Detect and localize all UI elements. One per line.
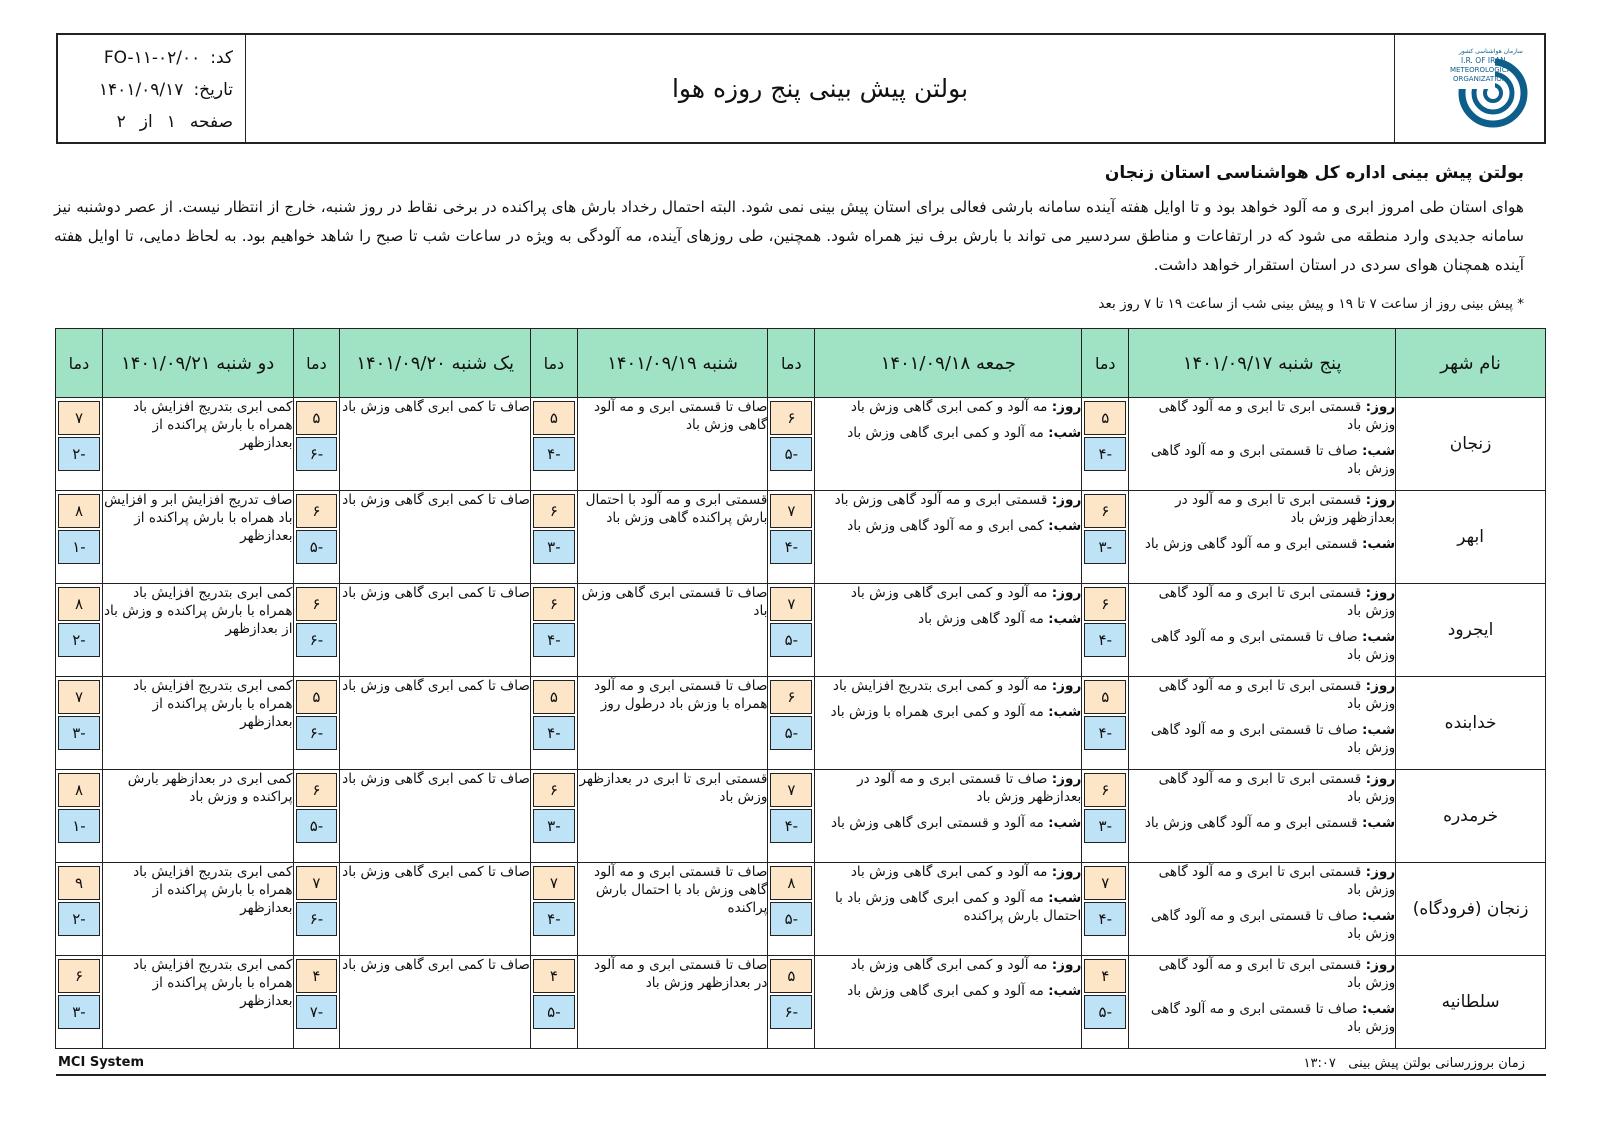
- night-text: صاف تا قسمتی ابری و مه آلود گاهی وزش باد: [1150, 908, 1396, 942]
- night-forecast: [1129, 721, 1395, 757]
- date-label: تاریخ:: [193, 80, 233, 100]
- svg-text:I.R. OF IRAN: I.R. OF IRAN: [1461, 56, 1506, 65]
- day-forecast: [815, 398, 1081, 416]
- min-temp: -۵: [296, 530, 338, 564]
- temp-cell-day1: [1082, 770, 1129, 863]
- max-temp: ۶: [1084, 494, 1126, 528]
- day-forecast: [1129, 491, 1395, 527]
- day-text: قسمتی ابری تا ابری و مه آلود گاهی وزش باد: [1158, 399, 1396, 433]
- day-label: روز:: [1051, 585, 1082, 601]
- night-label: شب:: [1361, 536, 1396, 552]
- temp-column-header: دما: [56, 329, 103, 398]
- forecast-cell-day3: صاف تا قسمتی ابری و مه آلود همراه با وزش باد درطول روز: [577, 677, 768, 770]
- city-name: خدابنده: [1396, 677, 1546, 770]
- temp-cell-day1: [1082, 956, 1129, 1049]
- max-temp: ۵: [1084, 401, 1126, 435]
- forecast-cell-day5: کمی ابری در بعدازظهر بارش پراکنده و وزش باد: [102, 770, 293, 863]
- night-forecast: [815, 703, 1081, 721]
- max-temp: ۷: [58, 680, 100, 714]
- min-temp: -۵: [770, 716, 812, 750]
- max-temp: ۵: [533, 401, 575, 435]
- night-label: شب:: [1048, 815, 1082, 831]
- night-text: مه آلود و قسمتی ابری گاهی وزش باد: [830, 815, 1044, 831]
- forecast-cell-day5: کمی ابری بتدریج افزایش باد همراه با بارش پراکنده از بعدازظهر: [102, 398, 293, 491]
- night-text: کمی ابری و مه آلود گاهی وزش باد: [847, 518, 1044, 534]
- night-forecast: [1129, 1000, 1395, 1036]
- temp-cell-day3: [530, 956, 577, 1049]
- max-temp: ۷: [1084, 866, 1126, 900]
- max-temp: ۴: [533, 959, 575, 993]
- footer-divider: [56, 1074, 1546, 1076]
- max-temp: ۵: [296, 401, 338, 435]
- min-temp: -۴: [1084, 716, 1126, 750]
- temp-cell-day4: [293, 677, 340, 770]
- temp-cell-day5: [56, 863, 103, 956]
- temp-cell-day2: [768, 863, 815, 956]
- night-forecast: [815, 517, 1081, 535]
- night-label: شب:: [1048, 425, 1082, 441]
- night-forecast: [815, 889, 1081, 925]
- max-temp: ۶: [296, 587, 338, 621]
- temp-cell-day3: [530, 770, 577, 863]
- day-column-header: دو شنبه ۱۴۰۱/۰۹/۲۱: [102, 329, 293, 398]
- day-label: روز:: [1365, 492, 1396, 508]
- table-row: [56, 491, 1546, 584]
- temp-column-header: دما: [293, 329, 340, 398]
- night-text: مه آلود و کمی ابری گاهی وزش باد: [847, 425, 1044, 441]
- temp-cell-day1: [1082, 863, 1129, 956]
- update-time: [1304, 1056, 1525, 1071]
- day-text: مه آلود و کمی ابری بتدریج افزایش باد: [832, 678, 1048, 694]
- day-forecast: [815, 770, 1081, 806]
- day-forecast: [815, 677, 1081, 695]
- max-temp: ۴: [1084, 959, 1126, 993]
- min-temp: -۵: [533, 995, 575, 1029]
- forecast-cell-day1: [1129, 770, 1396, 863]
- min-temp: -۳: [533, 809, 575, 843]
- code-value: FO-۱۱-۰۲/۰۰: [103, 48, 201, 68]
- night-label: شب:: [1048, 890, 1082, 906]
- day-text: قسمتی ابری تا ابری و مه آلود گاهی وزش باد: [1158, 771, 1396, 805]
- forecast-table: [55, 328, 1546, 1049]
- city-column-header: نام شهر: [1396, 329, 1546, 398]
- day-label: روز:: [1051, 957, 1082, 973]
- day-text: قسمتی ابری تا ابری و مه آلود گاهی وزش باد: [1158, 678, 1396, 712]
- day-forecast: [1129, 770, 1395, 806]
- max-temp: ۵: [1084, 680, 1126, 714]
- forecast-cell-day3: قسمتی ابری و مه آلود با احتمال بارش پراکنده گاهی وزش باد: [577, 491, 768, 584]
- night-text: مه آلود و کمی ابری گاهی وزش باد با احتمال بارش پراکنده: [834, 890, 1082, 924]
- day-forecast: [1129, 863, 1395, 899]
- temp-cell-day4: [293, 398, 340, 491]
- max-temp: ۶: [296, 773, 338, 807]
- night-forecast: [1129, 814, 1395, 832]
- min-temp: -۳: [1084, 809, 1126, 843]
- day-column-header: یک شنبه ۱۴۰۱/۰۹/۲۰: [340, 329, 531, 398]
- temp-cell-day2: [768, 398, 815, 491]
- forecast-cell-day2: [815, 398, 1082, 491]
- forecast-cell-day3: قسمتی ابری تا ابری در بعدازظهر وزش باد: [577, 770, 768, 863]
- forecast-cell-day4: صاف تا کمی ابری گاهی وزش باد: [340, 956, 531, 1049]
- forecast-cell-day2: [815, 956, 1082, 1049]
- table-header-row: [56, 329, 1546, 398]
- forecast-cell-day1: [1129, 677, 1396, 770]
- temp-cell-day1: [1082, 677, 1129, 770]
- night-text: صاف تا قسمتی ابری و مه آلود گاهی وزش باد: [1150, 1001, 1396, 1035]
- night-text: مه آلود و کمی ابری همراه با وزش باد: [830, 704, 1044, 720]
- temp-cell-day1: [1082, 584, 1129, 677]
- day-forecast: [815, 956, 1081, 974]
- day-label: روز:: [1051, 492, 1082, 508]
- min-temp: -۶: [296, 437, 338, 471]
- day-text: صاف تا قسمتی ابری و مه آلود در بعدازظهر وزش باد: [857, 771, 1082, 805]
- max-temp: ۵: [533, 680, 575, 714]
- temp-cell-day4: [293, 584, 340, 677]
- day-label: روز:: [1051, 771, 1082, 787]
- night-label: شب:: [1048, 611, 1082, 627]
- forecast-time-note: * پیش بینی روز از ساعت ۷ تا ۱۹ و پیش بینی شب از ساعت ۱۹ تا ۷ روز بعد: [1098, 296, 1524, 312]
- forecast-cell-day2: [815, 491, 1082, 584]
- day-label: روز:: [1365, 678, 1396, 694]
- day-forecast: [815, 584, 1081, 602]
- max-temp: ۶: [1084, 773, 1126, 807]
- temp-cell-day1: [1082, 398, 1129, 491]
- table-row: [56, 398, 1546, 491]
- day-forecast: [815, 863, 1081, 881]
- min-temp: -۴: [533, 716, 575, 750]
- city-name: ایجرود: [1396, 584, 1546, 677]
- svg-text:METEOROLOGICAL: METEOROLOGICAL: [1450, 66, 1516, 74]
- day-forecast: [1129, 398, 1395, 434]
- temp-cell-day5: [56, 677, 103, 770]
- forecast-cell-day3: صاف تا قسمتی ابری و مه آلود گاهی وزش باد: [577, 398, 768, 491]
- min-temp: -۶: [296, 716, 338, 750]
- forecast-cell-day1: [1129, 584, 1396, 677]
- min-temp: -۵: [770, 437, 812, 471]
- temp-cell-day3: [530, 398, 577, 491]
- temp-cell-day2: [768, 956, 815, 1049]
- min-temp: -۵: [770, 902, 812, 936]
- day-text: مه آلود و کمی ابری گاهی وزش باد: [850, 585, 1048, 601]
- min-temp: -۴: [770, 809, 812, 843]
- day-label: روز:: [1365, 957, 1396, 973]
- forecast-cell-day5: کمی ابری بتدریج افزایش باد همراه با بارش پراکنده از بعدازظهر: [102, 863, 293, 956]
- night-label: شب:: [1361, 629, 1396, 645]
- max-temp: ۷: [58, 401, 100, 435]
- temp-column-header: دما: [530, 329, 577, 398]
- max-temp: ۷: [296, 866, 338, 900]
- day-label: روز:: [1051, 399, 1082, 415]
- table-row: [56, 770, 1546, 863]
- min-temp: -۴: [1084, 437, 1126, 471]
- update-value: ۱۳:۰۷: [1303, 1056, 1336, 1071]
- temp-cell-day2: [768, 677, 815, 770]
- min-temp: -۵: [296, 809, 338, 843]
- max-temp: ۸: [58, 773, 100, 807]
- min-temp: -۶: [770, 995, 812, 1029]
- day-text: قسمتی ابری و مه آلود گاهی وزش باد: [834, 492, 1048, 508]
- day-column-header: شنبه ۱۴۰۱/۰۹/۱۹: [577, 329, 768, 398]
- temp-cell-day4: [293, 770, 340, 863]
- day-forecast: [1129, 956, 1395, 992]
- forecast-cell-day4: صاف تا کمی ابری گاهی وزش باد: [340, 398, 531, 491]
- day-forecast: [1129, 584, 1395, 620]
- night-text: مه آلود گاهی وزش باد: [918, 611, 1044, 627]
- temp-cell-day5: [56, 584, 103, 677]
- table-row: [56, 863, 1546, 956]
- max-temp: ۷: [770, 587, 812, 621]
- forecast-cell-day1: [1129, 491, 1396, 584]
- code-row: [74, 43, 233, 73]
- page-total: ۲: [116, 112, 126, 132]
- bulletin-summary: هوای استان طی امروز ابری و مه آلود خواهد بود و تا اوایل هفته آینده سامانه بارشی فعالی برای استان پیش بینی نمی شود. البته احتمال رخداد بارش های پراکنده در برخی نقاط در روز شنبه، خارج از انتظار نیست. از عصر دوشنبه نیز سامانه جدیدی وارد منطقه می شود که در ارتفاعات و مناطق سردسیر می تواند با بارش برف نیز همراه شود. همچنین، طی روزهای آینده، مه آلودگی به ویژه در ساعات شب تا صبح را شاهد خواهیم بود. به لحاظ دمایی، تا اوایل هفته آینده همچنان هوای سردی در استان استقرار خواهد داشت.: [54, 198, 1524, 274]
- table-row: [56, 956, 1546, 1049]
- min-temp: -۲: [58, 902, 100, 936]
- min-temp: -۴: [533, 437, 575, 471]
- max-temp: ۷: [533, 866, 575, 900]
- night-label: شب:: [1361, 815, 1396, 831]
- night-text: مه آلود و کمی ابری گاهی وزش باد: [847, 983, 1044, 999]
- night-forecast: [1129, 535, 1395, 553]
- night-text: قسمتی ابری و مه آلود گاهی وزش باد: [1144, 815, 1358, 831]
- day-text: مه آلود و کمی ابری گاهی وزش باد: [850, 864, 1048, 880]
- temp-cell-day5: [56, 491, 103, 584]
- temp-cell-day3: [530, 584, 577, 677]
- min-temp: -۲: [58, 623, 100, 657]
- max-temp: ۶: [770, 401, 812, 435]
- min-temp: -۳: [1084, 530, 1126, 564]
- forecast-cell-day4: صاف تا کمی ابری گاهی وزش باد: [340, 863, 531, 956]
- forecast-cell-day1: [1129, 956, 1396, 1049]
- min-temp: -۳: [58, 716, 100, 750]
- min-temp: -۵: [1084, 995, 1126, 1029]
- day-label: روز:: [1051, 864, 1082, 880]
- temp-column-header: دما: [768, 329, 815, 398]
- night-forecast: [815, 424, 1081, 442]
- forecast-cell-day4: صاف تا کمی ابری گاهی وزش باد: [340, 770, 531, 863]
- min-temp: -۵: [770, 623, 812, 657]
- city-name: سلطانیه: [1396, 956, 1546, 1049]
- day-text: قسمتی ابری تا ابری و مه آلود گاهی وزش باد: [1158, 957, 1396, 991]
- day-label: روز:: [1365, 864, 1396, 880]
- day-column-header: جمعه ۱۴۰۱/۰۹/۱۸: [815, 329, 1082, 398]
- system-name: MCI System: [58, 1055, 144, 1070]
- night-label: شب:: [1048, 983, 1082, 999]
- logo-emblem: [1395, 35, 1543, 142]
- temp-cell-day3: [530, 863, 577, 956]
- max-temp: ۶: [58, 959, 100, 993]
- night-forecast: [1129, 628, 1395, 664]
- temp-cell-day5: [56, 398, 103, 491]
- day-label: روز:: [1365, 771, 1396, 787]
- forecast-cell-day4: صاف تا کمی ابری گاهی وزش باد: [340, 677, 531, 770]
- min-temp: -۱: [58, 809, 100, 843]
- max-temp: ۴: [296, 959, 338, 993]
- night-forecast: [1129, 907, 1395, 943]
- forecast-cell-day2: [815, 770, 1082, 863]
- night-label: شب:: [1361, 443, 1396, 459]
- night-text: صاف تا قسمتی ابری و مه آلود گاهی وزش باد: [1150, 443, 1396, 477]
- forecast-cell-day2: [815, 677, 1082, 770]
- temp-cell-day5: [56, 770, 103, 863]
- document-meta: [58, 35, 246, 142]
- day-text: مه آلود و کمی ابری گاهی وزش باد: [850, 399, 1048, 415]
- max-temp: ۶: [770, 680, 812, 714]
- city-name: زنجان (فرودگاه): [1396, 863, 1546, 956]
- day-label: روز:: [1051, 678, 1082, 694]
- night-label: شب:: [1048, 518, 1082, 534]
- bulletin-subtitle: بولتن پیش بینی اداره کل هواشناسی استان زنجان: [1104, 163, 1524, 183]
- forecast-cell-day4: صاف تا کمی ابری گاهی وزش باد: [340, 584, 531, 677]
- max-temp: ۶: [533, 587, 575, 621]
- temp-cell-day4: [293, 863, 340, 956]
- city-name: ابهر: [1396, 491, 1546, 584]
- night-text: صاف تا قسمتی ابری و مه آلود گاهی وزش باد: [1150, 629, 1396, 663]
- min-temp: -۴: [533, 623, 575, 657]
- max-temp: ۸: [58, 587, 100, 621]
- night-label: شب:: [1048, 704, 1082, 720]
- max-temp: ۶: [1084, 587, 1126, 621]
- forecast-cell-day5: صاف تدریج افزایش ابر و افزایش باد همراه با بارش پراکنده از بعدازظهر: [102, 491, 293, 584]
- city-name: زنجان: [1396, 398, 1546, 491]
- min-temp: -۴: [1084, 902, 1126, 936]
- table-row: [56, 677, 1546, 770]
- update-label: زمان بروزرسانی بولتن پیش بینی: [1348, 1056, 1525, 1071]
- day-column-header: پنج شنبه ۱۴۰۱/۰۹/۱۷: [1129, 329, 1396, 398]
- min-temp: -۴: [1084, 623, 1126, 657]
- min-temp: -۷: [296, 995, 338, 1029]
- forecast-cell-day2: [815, 584, 1082, 677]
- min-temp: -۶: [296, 902, 338, 936]
- max-temp: ۷: [770, 773, 812, 807]
- night-label: شب:: [1361, 722, 1396, 738]
- night-forecast: [815, 610, 1081, 628]
- day-text: قسمتی ابری تا ابری و مه آلود در بعدازظهر وزش باد: [1175, 492, 1396, 526]
- day-text: قسمتی ابری تا ابری و مه آلود گاهی وزش باد: [1158, 864, 1396, 898]
- forecast-cell-day2: [815, 863, 1082, 956]
- day-text: مه آلود و کمی ابری گاهی وزش باد: [850, 957, 1048, 973]
- min-temp: -۱: [58, 530, 100, 564]
- max-temp: ۸: [58, 494, 100, 528]
- night-forecast: [815, 982, 1081, 1000]
- night-text: صاف تا قسمتی ابری و مه آلود گاهی وزش باد: [1150, 722, 1396, 756]
- page-label: صفحه: [189, 112, 233, 132]
- min-temp: -۳: [58, 995, 100, 1029]
- bulletin-header: [56, 33, 1546, 144]
- min-temp: -۴: [533, 902, 575, 936]
- temp-cell-day4: [293, 956, 340, 1049]
- city-name: خرمدره: [1396, 770, 1546, 863]
- code-label: کد:: [210, 48, 233, 68]
- forecast-cell-day1: [1129, 398, 1396, 491]
- temp-cell-day3: [530, 677, 577, 770]
- forecast-cell-day3: صاف تا قسمتی ابری و مه آلود در بعدازظهر وزش باد: [577, 956, 768, 1049]
- meteorological-organization-logo: [1394, 35, 1544, 142]
- temp-cell-day2: [768, 770, 815, 863]
- day-forecast: [1129, 677, 1395, 713]
- forecast-cell-day5: کمی ابری بتدریج افزایش باد همراه با بارش پراکنده از بعدازظهر: [102, 956, 293, 1049]
- min-temp: -۴: [770, 530, 812, 564]
- table-row: [56, 584, 1546, 677]
- page-row: [74, 107, 233, 137]
- max-temp: ۶: [296, 494, 338, 528]
- max-temp: ۵: [296, 680, 338, 714]
- day-forecast: [815, 491, 1081, 509]
- bulletin-title: بولتن پیش بینی پنج روزه هوا: [671, 74, 969, 103]
- forecast-cell-day3: صاف تا قسمتی ابری گاهی وزش باد: [577, 584, 768, 677]
- forecast-cell-day1: [1129, 863, 1396, 956]
- temp-cell-day5: [56, 956, 103, 1049]
- temp-cell-day2: [768, 584, 815, 677]
- forecast-cell-day4: صاف تا کمی ابری گاهی وزش باد: [340, 491, 531, 584]
- max-temp: ۶: [533, 494, 575, 528]
- night-label: شب:: [1361, 1001, 1396, 1017]
- temp-cell-day4: [293, 491, 340, 584]
- page-of: از: [139, 112, 153, 132]
- date-value: ۱۴۰۱/۰۹/۱۷: [98, 80, 184, 100]
- min-temp: -۳: [533, 530, 575, 564]
- day-text: قسمتی ابری تا ابری و مه آلود گاهی وزش باد: [1158, 585, 1396, 619]
- forecast-cell-day5: کمی ابری بتدریج افزایش باد همراه با بارش پراکنده و وزش باد از بعدازظهر: [102, 584, 293, 677]
- svg-text:سازمان هواشناسی کشور: سازمان هواشناسی کشور: [1459, 48, 1523, 55]
- temp-cell-day2: [768, 491, 815, 584]
- night-forecast: [815, 814, 1081, 832]
- max-temp: ۸: [770, 866, 812, 900]
- forecast-cell-day5: کمی ابری بتدریج افزایش باد همراه با بارش پراکنده از بعدازظهر: [102, 677, 293, 770]
- temp-cell-day1: [1082, 491, 1129, 584]
- min-temp: -۶: [296, 623, 338, 657]
- night-text: قسمتی ابری و مه آلود گاهی وزش باد: [1144, 536, 1358, 552]
- max-temp: ۶: [533, 773, 575, 807]
- night-forecast: [1129, 442, 1395, 478]
- night-label: شب:: [1361, 908, 1396, 924]
- day-label: روز:: [1365, 399, 1396, 415]
- min-temp: -۲: [58, 437, 100, 471]
- temp-cell-day3: [530, 491, 577, 584]
- page-number: ۱: [166, 112, 176, 132]
- svg-text:ORGANIZATION: ORGANIZATION: [1453, 75, 1508, 83]
- forecast-cell-day3: صاف تا قسمتی ابری و مه آلود گاهی وزش باد با احتمال بارش پراکنده: [577, 863, 768, 956]
- temp-column-header: دما: [1082, 329, 1129, 398]
- max-temp: ۵: [770, 959, 812, 993]
- date-row: [74, 75, 233, 105]
- max-temp: ۷: [770, 494, 812, 528]
- day-label: روز:: [1365, 585, 1396, 601]
- max-temp: ۹: [58, 866, 100, 900]
